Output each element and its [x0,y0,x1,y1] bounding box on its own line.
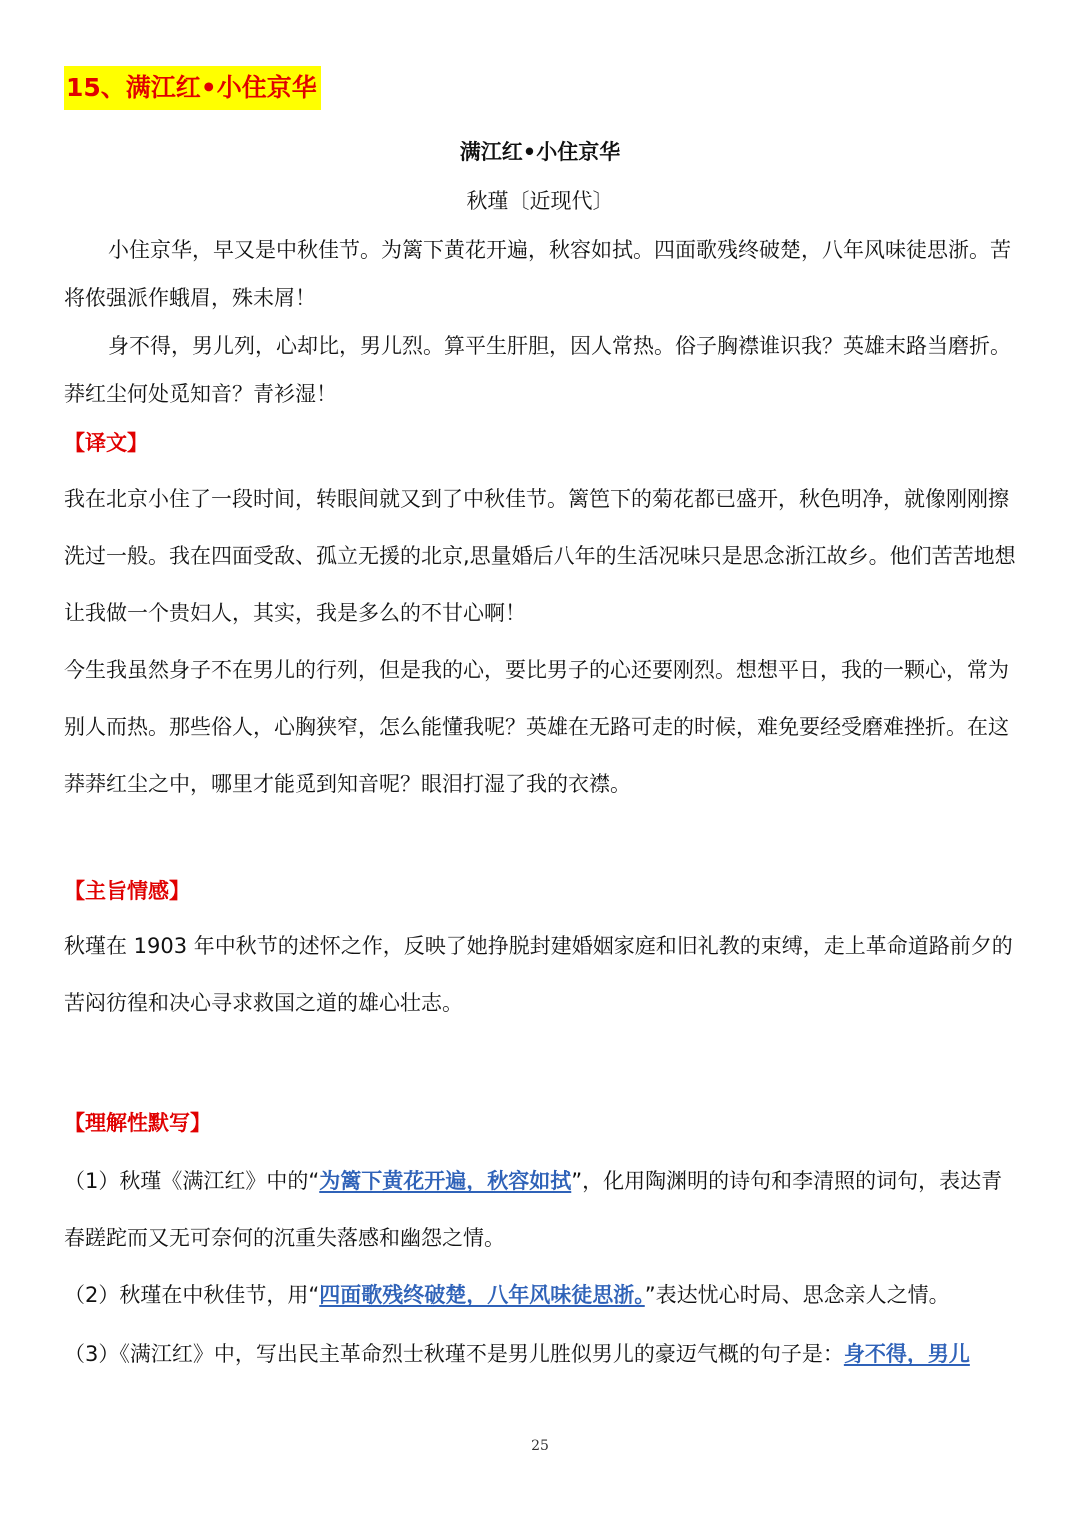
question-1-prefix: （1）秋瑾《满江红》中的“ [64,1169,320,1193]
question-1 [64,1153,1020,1267]
theme-text: 秋瑾在 1903 年中秋节的述怀之作，反映了她挣脱封建婚姻家庭和旧礼教的束缚，走上革命道路前夕的苦闷彷徨和决心寻求救国之道的雄心壮志。 [64,934,1013,1015]
translation-body [64,471,1020,813]
section-title: 15、满江红•小住京华 [64,66,321,110]
question-3 [64,1326,1020,1383]
dictation-heading: 【理解性默写】 [64,1111,211,1135]
question-3-answer: 身不得，男儿 [843,1342,970,1366]
theme-heading: 【主旨情感】 [64,879,190,903]
poem-stanza-1: 小住京华，早又是中秋佳节。为篱下黄花开遍，秋容如拭。四面歌残终破楚，八年风味徒思浙。苦将侬强派作蛾眉，殊未屑！ [64,238,1011,310]
question-2-prefix: （2）秋瑾在中秋佳节，用“ [64,1283,320,1307]
question-2-suffix: ”表达忧心时局、思念亲人之情。 [644,1283,950,1307]
poem-stanza-2: 身不得，男儿列，心却比，男儿烈。算平生肝胆，因人常热。俗子胸襟谁识我？英雄末路当磨折。莽红尘何处觅知音？青衫湿！ [64,334,1011,406]
translation-heading: 【译文】 [64,431,148,455]
question-3-prefix: （3）《满江红》中，写出民主革命烈士秋瑾不是男儿胜似男儿的豪迈气概的句子是： [64,1342,844,1366]
poem-title: 满江红•小住京华 [459,140,621,164]
poem-author: 秋瑾〔近现代〕 [466,189,614,213]
theme-body [64,918,1020,1032]
page-number: 25 [531,1438,549,1454]
question-2 [64,1267,1020,1324]
question-1-answer: 为篱下黄花开遍，秋容如拭 [319,1169,572,1193]
translation-para-1: 我在北京小住了一段时间，转眼间就又到了中秋佳节。篱笆下的菊花都已盛开，秋色明净，就像刚刚擦洗过一般。我在四面受敌、孤立无援的北京,思量婚后八年的生活况味只是思念浙江故乡。他们苦苦地想让我做一个贵妇人，其实，我是多么的不甘心啊！ [64,487,1016,625]
question-2-answer: 四面歌残终破楚，八年风味徒思浙。 [319,1283,645,1307]
translation-para-2: 今生我虽然身子不在男儿的行列，但是我的心，要比男子的心还要刚烈。想想平日，我的一颗心，常为别人而热。那些俗人，心胸狭窄，怎么能懂我呢？英雄在无路可走的时候，难免要经受磨难挫折。在这莽莽红尘之中，哪里才能觅到知音呢？眼泪打湿了我的衣襟。 [64,658,1009,796]
question-1-suffix: ”，化用陶渊明的诗句和李清照的词句，表达青春蹉跎而又无可奈何的沉重失落感和幽怨之情。 [64,1169,1003,1250]
